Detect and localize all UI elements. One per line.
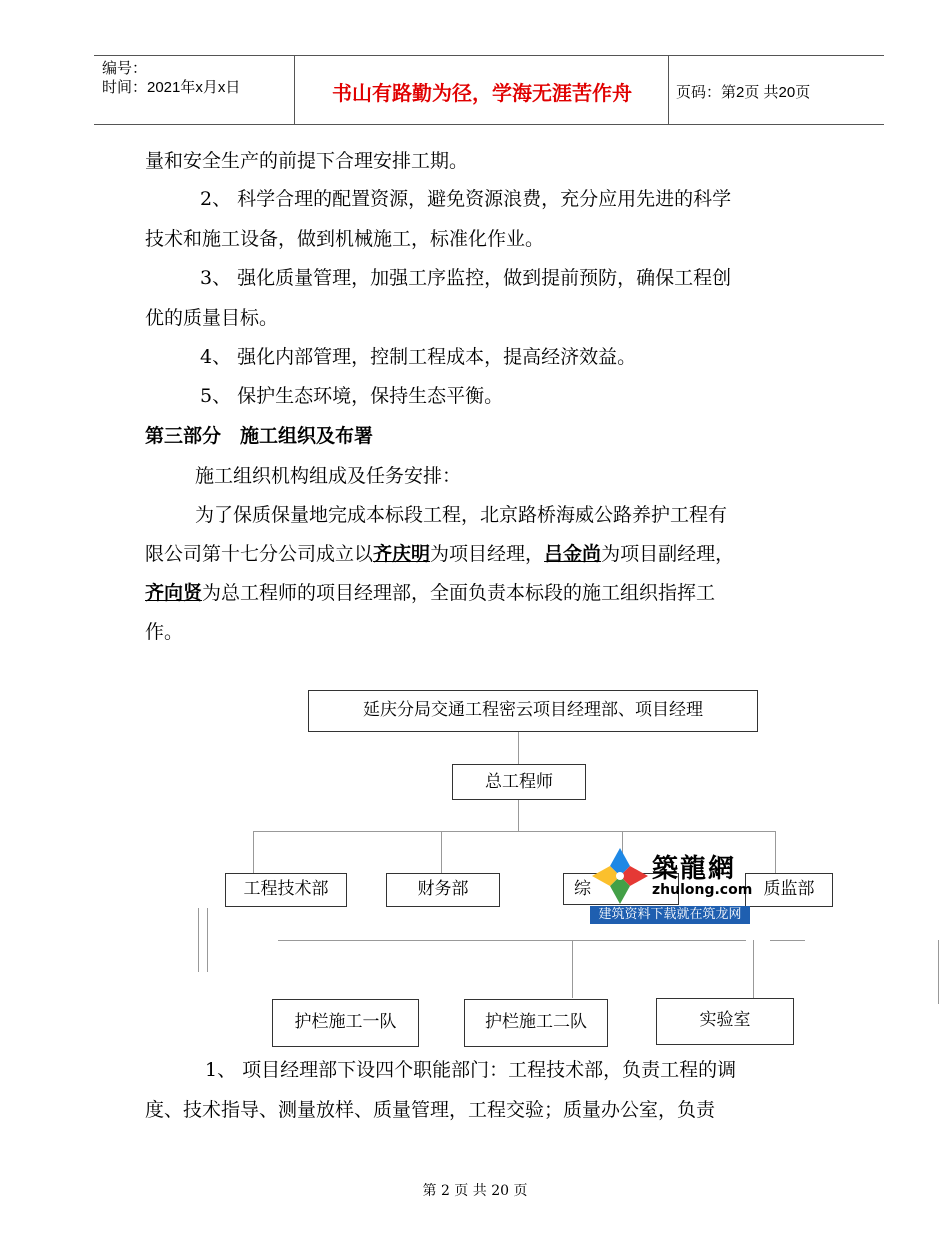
text-span: 限公司第十七分公司成立以 — [145, 543, 374, 565]
paragraph: 1、 项目经理部下设四个职能部门：工程技术部，负责工程的调 — [205, 1059, 737, 1081]
header-divider — [294, 55, 295, 125]
header-divider — [668, 55, 669, 125]
paragraph: 为了保质保量地完成本标段工程，北京路桥海威公路养护工程有 — [195, 504, 728, 526]
paragraph: 3、 强化质量管理，加强工序监控，做到提前预防，确保工程创 — [200, 267, 732, 289]
header-top-rule — [94, 55, 884, 56]
org-node-engineering-dept: 工程技术部 — [225, 873, 347, 907]
text-span: 为项目副经理， — [601, 543, 735, 565]
org-node-quality-dept: 质监部 — [745, 873, 833, 907]
paragraph: 度、技术指导、测量放样、质量管理，工程交验；质量办公室，负责 — [145, 1099, 716, 1121]
paragraph: 4、 强化内部管理，控制工程成本，提高经济效益。 — [200, 346, 637, 368]
paragraph: 技术和施工设备，做到机械施工，标准化作业。 — [145, 228, 545, 250]
watermark-logo — [590, 844, 753, 924]
page-header — [94, 55, 884, 125]
connector — [253, 831, 254, 873]
org-node-general-dept: 综 — [563, 873, 679, 905]
org-node-team-1: 护栏施工一队 — [272, 999, 419, 1047]
paragraph: 优的质量目标。 — [145, 307, 279, 329]
paragraph: 量和安全生产的前提下合理安排工期。 — [145, 150, 469, 172]
org-node-team-2: 护栏施工二队 — [464, 999, 608, 1047]
deputy-manager-name: 吕金尚 — [544, 543, 602, 565]
chief-engineer-name: 齐向贤 — [145, 582, 203, 604]
number-label: 编号： — [102, 60, 148, 77]
paragraph — [145, 581, 845, 605]
watermark-cn: 築龍網 — [652, 854, 737, 884]
page-footer: 第 2 页 共 20 页 — [422, 1183, 528, 1199]
org-node-chief-engineer: 总工程师 — [452, 764, 586, 800]
connector — [278, 940, 746, 941]
paragraph — [145, 542, 845, 566]
connector — [518, 798, 519, 832]
header-motto: 书山有路勤为径，学海无涯苦作舟 — [332, 81, 632, 105]
connector — [753, 940, 754, 998]
watermark-en: zhulong.com — [652, 882, 753, 898]
watermark-tagline: 建筑资料下载就在筑龙网 — [590, 906, 750, 924]
connector — [207, 908, 208, 972]
paragraph: 2、 科学合理的配置资源，避免资源浪费，充分应用先进的科学 — [200, 188, 732, 210]
connector — [198, 908, 199, 972]
page-info: 页码：第2页 共20页 — [676, 84, 811, 101]
paragraph: 施工组织机构组成及任务安排： — [195, 465, 462, 487]
connector — [518, 731, 519, 765]
time-label: 时间：2021年x月x日 — [102, 79, 241, 96]
zhulong-logo-icon — [590, 846, 650, 906]
org-node-finance-dept: 财务部 — [386, 873, 500, 907]
connector — [775, 831, 776, 873]
connector — [253, 831, 776, 832]
connector — [938, 940, 939, 1004]
org-node-laboratory: 实验室 — [656, 998, 794, 1045]
connector — [572, 940, 573, 998]
section-heading: 第三部分 施工组织及布署 — [145, 425, 374, 447]
manager-name: 齐庆明 — [373, 543, 431, 565]
paragraph: 作。 — [145, 621, 184, 643]
text-span: 为项目经理， — [430, 543, 545, 565]
connector — [770, 940, 805, 941]
connector — [441, 831, 442, 873]
header-meta — [102, 59, 240, 97]
header-bottom-rule — [94, 124, 884, 125]
text-span: 为总工程师的项目经理部，全面负责本标段的施工组织指挥工 — [202, 582, 716, 604]
paragraph: 5、 保护生态环境，保持生态平衡。 — [200, 385, 504, 407]
org-node-project-department: 延庆分局交通工程密云项目经理部、项目经理 — [308, 690, 758, 732]
